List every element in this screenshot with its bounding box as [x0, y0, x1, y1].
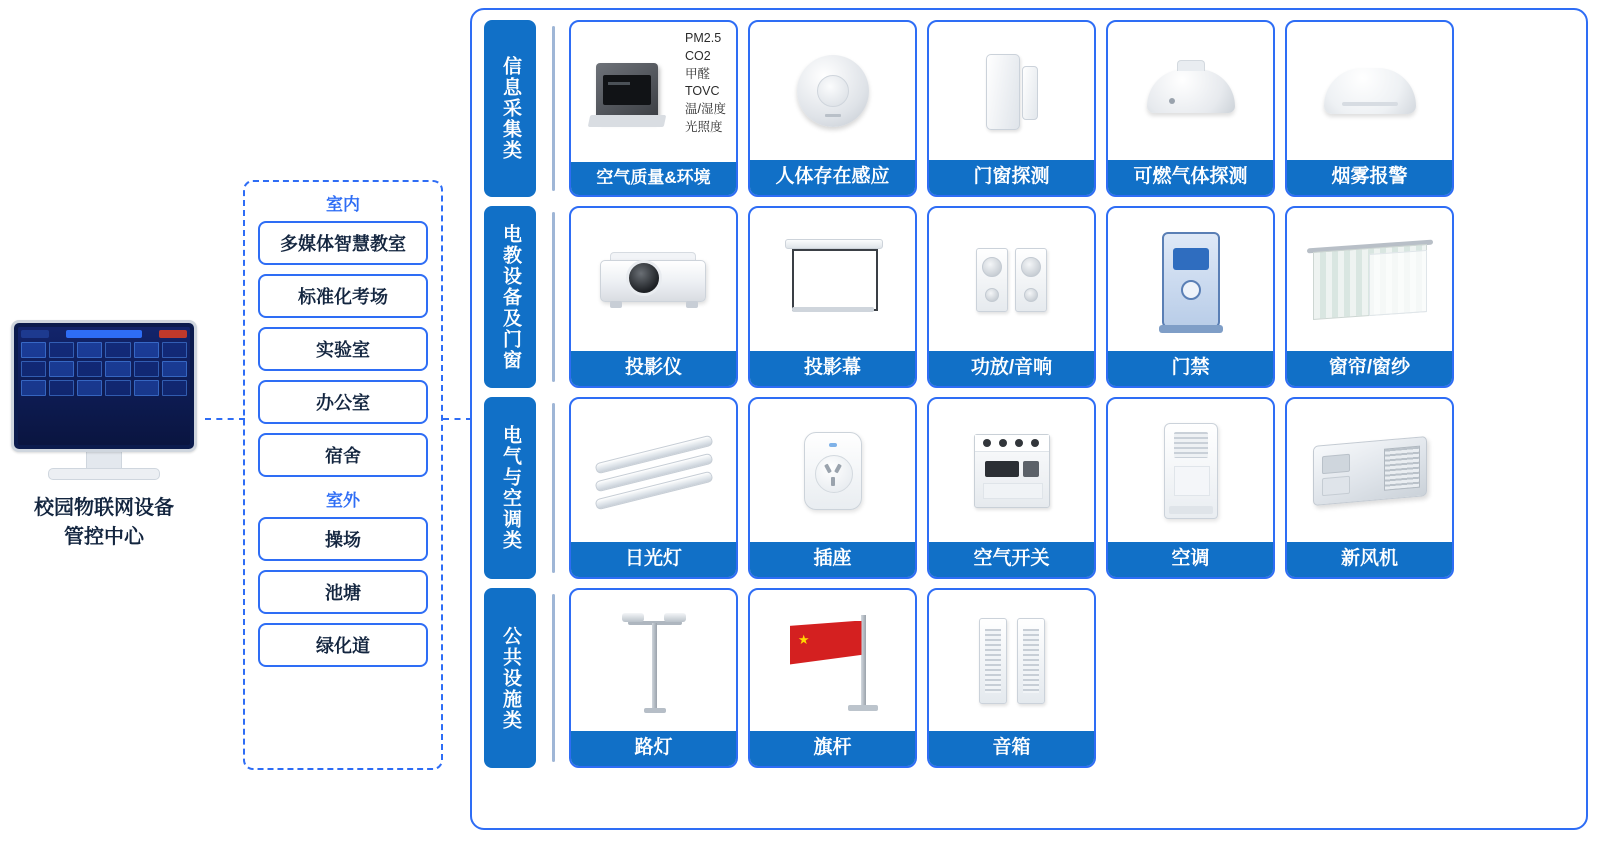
air-quality-monitor-icon — [571, 22, 736, 162]
category-row-information-collection — [484, 20, 1574, 197]
page-title-line2: 管控中心 — [64, 526, 144, 548]
category-tab-information-collection[interactable]: 信息采集类 — [484, 20, 536, 197]
screen-tile — [77, 342, 102, 358]
device-card-circuit-breaker[interactable] — [927, 397, 1096, 579]
control-center-block — [4, 320, 204, 552]
screen-tile — [77, 361, 102, 377]
device-card-fresh-air-unit[interactable] — [1285, 397, 1454, 579]
screen-tile — [162, 342, 187, 358]
device-label: 门禁 — [1108, 351, 1273, 386]
connector-rooms-to-devices — [443, 418, 472, 420]
human-presence-sensor-icon — [750, 22, 915, 160]
location-item-playground[interactable] — [258, 517, 428, 561]
location-label: 绿化道 — [316, 636, 370, 656]
device-label: 空气开关 — [929, 542, 1094, 577]
screen-tile — [49, 342, 74, 358]
location-label: 多媒体智慧教室 — [280, 234, 406, 254]
flagpole-icon: ★ — [750, 590, 915, 731]
location-item-dormitory[interactable] — [258, 433, 428, 477]
monitor-stand-neck — [86, 452, 122, 468]
screen-tile — [105, 380, 130, 396]
device-card-amplifier-speaker[interactable] — [927, 206, 1096, 388]
device-label: 烟雾报警 — [1287, 160, 1452, 195]
page-title — [4, 494, 204, 552]
sensor-item: TOVC — [685, 84, 720, 99]
category-divider — [552, 594, 555, 762]
screen-tile — [162, 380, 187, 396]
device-card-human-presence[interactable] — [748, 20, 917, 197]
location-item-multimedia-classroom[interactable] — [258, 221, 428, 265]
device-label: 旗杆 — [750, 731, 915, 766]
street-lamp-icon — [571, 590, 736, 731]
gas-detector-icon — [1108, 22, 1273, 160]
device-card-projection-screen[interactable] — [748, 206, 917, 388]
screen-grid — [21, 342, 187, 441]
device-label: 窗帘/窗纱 — [1287, 351, 1452, 386]
screen-tile — [49, 380, 74, 396]
device-label: 人体存在感应 — [750, 160, 915, 195]
sensor-item: 光照度 — [685, 119, 723, 134]
amplifier-speaker-icon — [929, 208, 1094, 351]
category-tab-av-equipment[interactable]: 电教设备及门窗 — [484, 206, 536, 388]
device-label: 功放/音响 — [929, 351, 1094, 386]
device-label: 门窗探测 — [929, 160, 1094, 195]
screen-tile — [162, 361, 187, 377]
screen-tile — [105, 361, 130, 377]
screen-badge-left — [21, 330, 49, 338]
connector-center-to-rooms — [205, 418, 245, 420]
projector-icon — [571, 208, 736, 351]
location-label: 池塘 — [325, 583, 361, 603]
device-card-access-control[interactable] — [1106, 206, 1275, 388]
left-panel — [0, 0, 460, 841]
screen-tile — [134, 380, 159, 396]
access-control-icon — [1108, 208, 1273, 351]
location-label: 办公室 — [316, 393, 370, 413]
device-card-column-speaker[interactable] — [927, 588, 1096, 768]
door-window-sensor-icon — [929, 22, 1094, 160]
monitor-illustration — [11, 320, 197, 452]
device-label: 路灯 — [571, 731, 736, 766]
device-card-smoke-alarm[interactable] — [1285, 20, 1454, 197]
device-label: 可燃气体探测 — [1108, 160, 1273, 195]
sensor-item: PM2.5 — [685, 31, 722, 45]
location-item-green-path[interactable] — [258, 623, 428, 667]
screen-badge-right — [159, 330, 187, 338]
sensor-item: 甲醛 — [685, 66, 711, 81]
category-tab-electrical-hvac[interactable]: 电气与空调类 — [484, 397, 536, 579]
air-conditioner-icon — [1108, 399, 1273, 542]
device-label: 新风机 — [1287, 542, 1452, 577]
location-label: 标准化考场 — [298, 287, 388, 307]
projection-screen-icon — [750, 208, 915, 351]
device-label: 日光灯 — [571, 542, 736, 577]
curtain-icon — [1287, 208, 1452, 351]
location-label: 实验室 — [316, 340, 370, 360]
circuit-breaker-icon — [929, 399, 1094, 542]
sensor-item: 温/湿度 — [685, 102, 726, 116]
screen-tile — [134, 361, 159, 377]
category-cards — [569, 588, 1574, 768]
screen-title-bar — [66, 330, 142, 338]
location-item-standard-exam-room[interactable] — [258, 274, 428, 318]
device-label: 空气质量&环境 — [571, 162, 736, 195]
location-label: 操场 — [325, 530, 361, 550]
location-label: 宿舍 — [325, 446, 361, 466]
screen-tile — [49, 361, 74, 377]
device-card-door-window[interactable] — [927, 20, 1096, 197]
page-title-line1: 校园物联网设备 — [34, 497, 174, 519]
screen-tile — [21, 361, 46, 377]
device-label: 插座 — [750, 542, 915, 577]
device-card-socket[interactable] — [748, 397, 917, 579]
screen-tile — [77, 380, 102, 396]
device-label: 投影仪 — [571, 351, 736, 386]
device-card-flagpole[interactable] — [748, 588, 917, 768]
category-cards — [569, 20, 1574, 197]
locations-group — [243, 180, 443, 770]
dashboard-screen — [18, 327, 190, 445]
device-card-gas-detector[interactable] — [1106, 20, 1275, 197]
category-tab-public-facilities[interactable]: 公共设施类 — [484, 588, 536, 768]
device-card-projector[interactable] — [569, 206, 738, 388]
screen-tile — [105, 342, 130, 358]
category-row-av-equipment — [484, 206, 1574, 388]
category-cards — [569, 206, 1574, 388]
fresh-air-unit-icon — [1287, 399, 1452, 542]
column-speaker-icon — [929, 590, 1094, 731]
location-item-pond[interactable] — [258, 570, 428, 614]
outdoor-group-label: 室外 — [326, 491, 360, 510]
fluorescent-lamp-icon — [571, 399, 736, 542]
device-card-fluorescent-lamp[interactable] — [569, 397, 738, 579]
indoor-group-label: 室内 — [326, 195, 360, 214]
sensor-list — [685, 30, 726, 137]
category-row-public-facilities — [484, 588, 1574, 768]
screen-tile — [21, 342, 46, 358]
location-item-office[interactable] — [258, 380, 428, 424]
device-card-air-quality[interactable] — [569, 20, 738, 197]
device-card-street-lamp[interactable] — [569, 588, 738, 768]
category-divider — [552, 26, 555, 191]
device-label: 投影幕 — [750, 351, 915, 386]
smart-socket-icon — [750, 399, 915, 542]
location-item-laboratory[interactable] — [258, 327, 428, 371]
device-card-curtain[interactable] — [1285, 206, 1454, 388]
screen-tile — [134, 342, 159, 358]
device-label: 空调 — [1108, 542, 1273, 577]
device-catalog-panel — [470, 8, 1588, 830]
sensor-item: CO2 — [685, 48, 711, 63]
category-divider — [552, 212, 555, 382]
category-cards — [569, 397, 1574, 579]
smoke-alarm-icon — [1287, 22, 1452, 160]
category-divider — [552, 403, 555, 573]
device-label: 音箱 — [929, 731, 1094, 766]
device-card-air-conditioner[interactable] — [1106, 397, 1275, 579]
category-row-electrical-hvac — [484, 397, 1574, 579]
screen-tile — [21, 380, 46, 396]
monitor-stand-base — [48, 468, 160, 480]
